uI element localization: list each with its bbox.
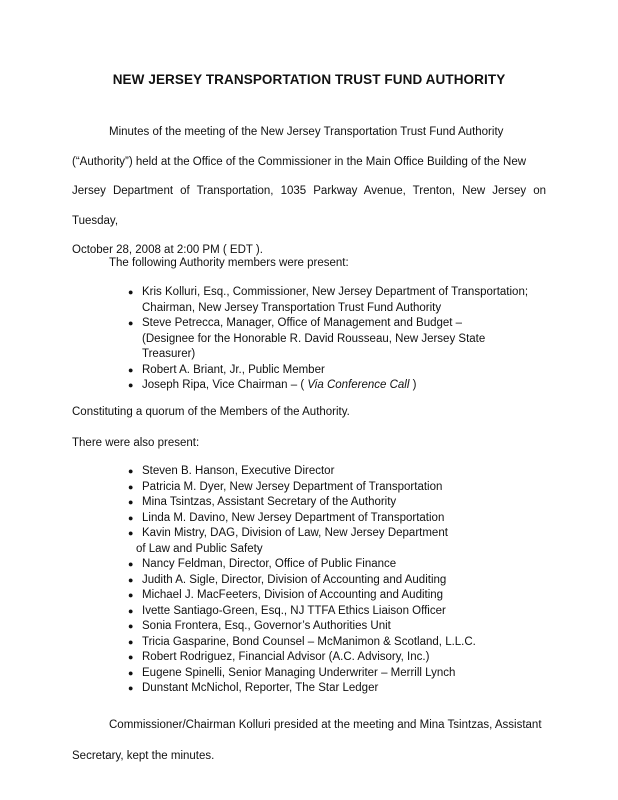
attendee-line: Robert Rodriguez, Financial Advisor (A.C. Advisory, Inc.) xyxy=(142,651,430,663)
conference-call-note: Via Conference Call xyxy=(307,379,410,391)
intro-line: (“Authority”) held at the Office of the Commissioner in the Main Office Building of the New xyxy=(72,155,527,168)
also-present-list xyxy=(118,464,548,697)
list-item xyxy=(118,480,548,496)
list-item xyxy=(118,495,548,511)
list-item xyxy=(118,666,548,682)
list-item xyxy=(118,573,548,589)
list-item xyxy=(118,464,548,480)
bullet-icon: ● xyxy=(128,574,134,585)
list-item xyxy=(118,604,548,620)
attendee-line: Patricia M. Dyer, New Jersey Department of Transportation xyxy=(142,480,443,493)
intro-line: Jersey Department of Transportation, 1035 Parkway Avenue, Trenton, New Jersey on Tuesday, xyxy=(72,185,546,227)
attendee-line: Dunstant McNichol, Reporter, The Star Ledger xyxy=(142,682,379,694)
attendee-line: Tricia Gasparine, Bond Counsel – McManimon & Scotland, L.L.C. xyxy=(142,635,476,648)
intro-paragraph xyxy=(72,118,546,266)
ripa-suffix: ) xyxy=(409,379,417,391)
list-item xyxy=(118,511,548,527)
member-line: (Designee for the Honorable R. David Rousseau, New Jersey State xyxy=(142,332,486,345)
member-line: Kris Kolluri, Esq., Commissioner, New Jersey Department of Transportation; xyxy=(142,286,529,298)
bullet-icon: ● xyxy=(128,466,134,476)
attendee-line: Nancy Feldman, Director, Office of Public Finance xyxy=(142,558,397,570)
list-item xyxy=(118,363,548,379)
document-title: NEW JERSEY TRANSPORTATION TRUST FUND AUTHORITY xyxy=(112,72,506,87)
attendee-line: Judith A. Sigle, Director, Division of Accounting and Auditing xyxy=(142,573,447,586)
bullet-icon: ● xyxy=(128,636,134,647)
bullet-icon: ● xyxy=(128,528,134,538)
quorum-statement: Constituting a quorum of the Members of the Authority. xyxy=(72,406,350,418)
bullet-icon: ● xyxy=(128,287,134,297)
list-item xyxy=(118,557,548,573)
member-line: Steve Petrecca, Manager, Office of Management and Budget – xyxy=(142,317,463,329)
attendee-line: Mina Tsintzas, Assistant Secretary of the Authority xyxy=(142,496,397,508)
attendee-line: of Law and Public Safety xyxy=(136,542,263,555)
members-heading: The following Authority members were present: xyxy=(109,257,349,269)
attendee-line: Ivette Santiago-Green, Esq., NJ TTFA Ethics Liaison Officer xyxy=(142,604,446,617)
bullet-icon: ● xyxy=(128,683,134,693)
closing-line: Secretary, kept the minutes. xyxy=(72,750,215,762)
list-item xyxy=(118,588,548,604)
bullet-icon: ● xyxy=(128,652,134,662)
closing-paragraph xyxy=(72,710,546,772)
list-item xyxy=(118,650,548,666)
ripa-prefix: Joseph Ripa, Vice Chairman – ( xyxy=(142,379,308,391)
list-item xyxy=(118,526,548,557)
bullet-icon: ● xyxy=(128,605,134,616)
list-item xyxy=(118,635,548,651)
bullet-icon: ● xyxy=(128,512,134,523)
attendee-line: Sonia Frontera, Esq., Governor’s Authorities Unit xyxy=(142,620,391,632)
bullet-icon: ● xyxy=(128,667,134,678)
list-item xyxy=(118,681,548,697)
member-line: Chairman, New Jersey Transportation Trust Fund Authority xyxy=(142,301,442,314)
members-list xyxy=(118,285,548,394)
bullet-icon: ● xyxy=(128,559,134,569)
also-present-heading: There were also present: xyxy=(72,437,200,449)
bullet-icon: ● xyxy=(128,621,134,631)
list-item xyxy=(118,316,548,363)
attendee-line: Michael J. MacFeeters, Division of Accounting and Auditing xyxy=(142,589,444,601)
list-item xyxy=(118,285,548,316)
member-line: Treasurer) xyxy=(142,348,196,360)
intro-line: October 28, 2008 at 2:00 PM ( EDT ). xyxy=(72,244,263,256)
member-line xyxy=(142,378,548,394)
closing-line: Commissioner/Chairman Kolluri presided at the meeting and Mina Tsintzas, Assistant xyxy=(109,719,542,731)
attendee-line: Kavin Mistry, DAG, Division of Law, New Jersey Department xyxy=(142,527,448,539)
bullet-icon: ● xyxy=(128,318,134,328)
intro-line: Minutes of the meeting of the New Jersey Transportation Trust Fund Authority xyxy=(109,126,504,138)
attendee-line: Eugene Spinelli, Senior Managing Underwriter – Merrill Lynch xyxy=(142,666,456,679)
bullet-icon: ● xyxy=(128,590,134,600)
bullet-icon: ● xyxy=(128,364,134,375)
attendee-line: Steven B. Hanson, Executive Director xyxy=(142,465,335,477)
bullet-icon: ● xyxy=(128,481,134,492)
member-line: Robert A. Briant, Jr., Public Member xyxy=(142,363,325,376)
list-item xyxy=(118,619,548,635)
attendee-line: Linda M. Davino, New Jersey Department of Transportation xyxy=(142,511,445,524)
bullet-icon: ● xyxy=(128,497,134,507)
list-item xyxy=(118,378,548,394)
bullet-icon: ● xyxy=(128,380,134,390)
